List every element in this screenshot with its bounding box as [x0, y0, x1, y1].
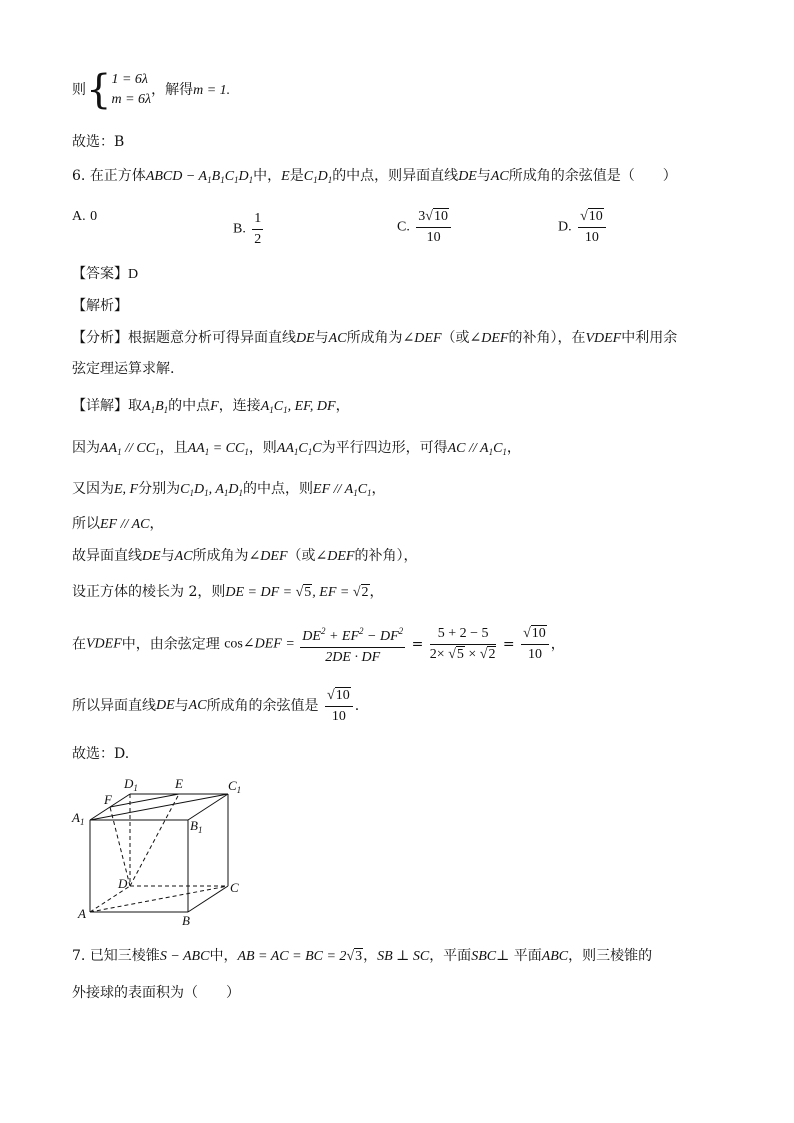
- label-a1: $A_1$: [72, 810, 85, 827]
- choose-b: 故选：B: [72, 134, 125, 150]
- eq-1: 1 = 6λ: [111, 72, 148, 87]
- label-d: D: [118, 876, 128, 891]
- question-7-line-2: 外接球的表面积为（ ）: [72, 985, 240, 1001]
- label-b1: $B_1$: [190, 818, 203, 835]
- choose-d: 故选：D.: [72, 746, 130, 762]
- q6-e: E: [281, 169, 290, 184]
- detail-line-7: 在VDEF中，由余弦定理 cos∠DEF = $\frac{DE^2 + EF^2 - DF^2}{2DE \cdot DF}$ = $\frac{5 + 2 - 5}{2\times √5 \times √2}$ = $\frac{√10}{10}$ ，: [72, 622, 565, 667]
- option-c: C. $\frac{3√10}{10}$: [397, 208, 453, 247]
- detail-line-5: 故异面直线DE与AC所成角为∠DEF（或∠DEF的补角），: [72, 548, 418, 564]
- fenxi-line-1: 【分析】根据题意分析可得异面直线DE与AC所成角为∠DEF（或∠DEF的补角），在VDEF中利用余: [72, 330, 678, 346]
- eq-2: m = 6λ: [111, 92, 152, 107]
- label-c1: $C_1$: [228, 778, 242, 795]
- detail-line-3: 又因为E, F分别为$C_1D_1$, $A_1D_1$的中点，则EF // $A_1C_1$，: [72, 481, 386, 498]
- q6-text-a: 在正方体: [89, 168, 146, 184]
- label-b: B: [182, 913, 190, 928]
- equation-system: [111, 70, 151, 110]
- question-7: 7. 已知三棱锥S − ABC中，AB = AC = BC = 2√3，SB ⊥ SC，平面SBC⊥ 平面ABC，则三棱锥的: [72, 948, 653, 964]
- sys-result: m = 1.: [193, 83, 231, 98]
- answer-line: 【答案】D: [72, 266, 139, 282]
- question-6: [72, 166, 677, 190]
- option-a: A. 0: [72, 209, 98, 224]
- q6-seg: $C_1D_1$: [303, 169, 333, 185]
- label-d1: $D_1$: [124, 776, 138, 793]
- detail-line-4: 所以EF // AC，: [72, 516, 164, 532]
- label-e: E: [175, 776, 183, 791]
- q6-number: 6.: [72, 168, 86, 184]
- fenxi-line-2: 弦定理运算求解.: [72, 361, 175, 377]
- system-line: [72, 67, 231, 113]
- sys-suffix: ，解得: [151, 82, 194, 98]
- q6-text-f: 所成角的余弦值是（ ）: [508, 168, 677, 184]
- detail-line-1: 【详解】取$A_1B_1$的中点F，连接$A_1C_1$, EF, DF，: [72, 398, 350, 415]
- sys-prefix: 则: [72, 82, 86, 98]
- label-a: A: [78, 906, 86, 921]
- brace-icon: {: [86, 67, 112, 113]
- detail-line-8: 所以异面直线DE与AC所成角的余弦值是 $\frac{√10}{10}$ .: [72, 687, 360, 724]
- q6-text-e: 与: [476, 168, 491, 184]
- option-d: D. $\frac{√10}{10}$: [558, 208, 608, 247]
- label-c: C: [230, 880, 239, 895]
- cube-figure: [70, 772, 270, 928]
- q6-cube: ABCD − $A_1B_1C_1D_1$: [145, 169, 254, 185]
- q6-text-c: 是: [289, 168, 304, 184]
- detail-line-6: 设正方体的棱长为 2，则DE = DF = √5, EF = √2，: [72, 584, 384, 600]
- analysis-tag: 【解析】: [72, 298, 128, 314]
- q6-text-d: 的中点，则异面直线: [332, 168, 459, 184]
- detail-line-2: 因为$AA_1 // CC_1$，且$AA_1 = CC_1$，则$AA_1C_1C$为平行四边形，可得AC // $A_1C_1$，: [72, 440, 521, 457]
- q6-text-b: 中，: [253, 168, 282, 184]
- q6-de: DE: [458, 169, 477, 184]
- q6-ac: AC: [490, 169, 509, 184]
- label-f: F: [104, 792, 112, 807]
- option-b: B. $\frac{1}{2}$: [233, 211, 262, 247]
